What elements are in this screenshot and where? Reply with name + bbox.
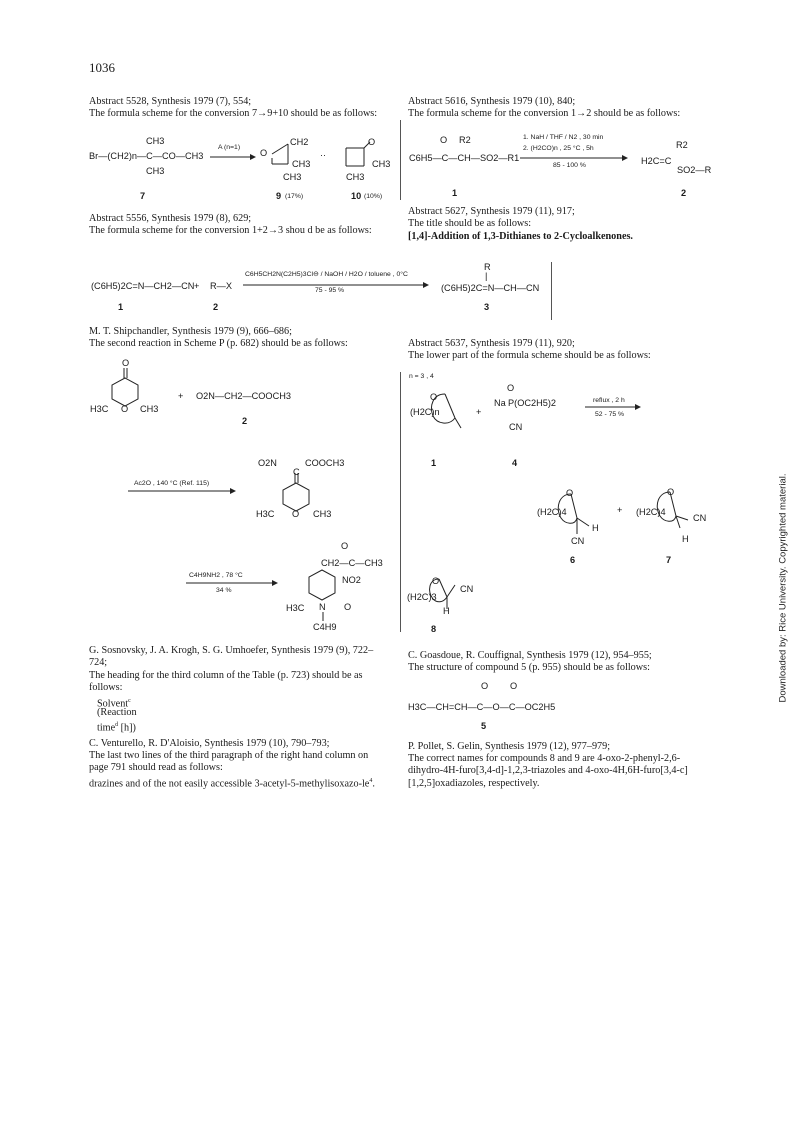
arrow-condition: C6H5CH2N(C2H5)3Cl⊖ / NaOH / H2O / toluene , 0°C bbox=[245, 271, 408, 278]
chem-label: O bbox=[292, 509, 300, 519]
venturello-body: The last two lines of the third paragraph of the right hand column on page 791 should read as follows: bbox=[89, 750, 369, 774]
arrow-condition: 2. (H2CO)n , 25 °C , 5h bbox=[523, 145, 594, 152]
chem-label: O bbox=[667, 487, 675, 497]
arrow-condition: Ac2O , 140 °C (Ref. 115) bbox=[134, 480, 210, 487]
abstract-5627-heading: Abstract 5627, Synthesis 1979 (11), 917; bbox=[408, 206, 575, 217]
divider bbox=[551, 262, 552, 320]
chem-label: O bbox=[566, 488, 574, 498]
compound-number: 7 bbox=[666, 555, 672, 565]
reaction-arrow bbox=[243, 282, 433, 288]
chem-label: C4H9 bbox=[313, 622, 337, 632]
compound-number: 5 bbox=[481, 721, 487, 731]
abstract-5627-body: The title should be as follows: bbox=[408, 218, 532, 229]
abstract-5528-heading: Abstract 5528, Synthesis 1979 (7), 554; bbox=[89, 96, 252, 107]
compound-number: 2 bbox=[681, 188, 687, 198]
chem-label: O bbox=[121, 404, 129, 414]
table-heading-line: Solvent$^c$ bbox=[97, 698, 131, 710]
chem-label: NO2 bbox=[342, 575, 361, 585]
arrow-yield: 52 - 75 % bbox=[595, 411, 625, 418]
chem-label: (H2C)3 bbox=[407, 592, 437, 602]
chem-label: O bbox=[510, 681, 518, 691]
compound-number: 2 bbox=[242, 416, 248, 426]
table-heading-line: time$^d$ [h]) bbox=[97, 722, 136, 734]
reaction-arrow bbox=[186, 580, 282, 586]
chem-label: H bbox=[592, 523, 599, 533]
chem-label: O bbox=[260, 148, 268, 158]
chem-label: (H2C)n bbox=[410, 407, 440, 417]
abstract-5616-body: The formula scheme for the conversion 1→2 should be as follows: bbox=[408, 108, 681, 119]
compound-number: 9 bbox=[276, 191, 282, 201]
chem-formula-1: (C6H5)2C=N—CH2—CN bbox=[91, 281, 195, 291]
abstract-5616-heading: Abstract 5616, Synthesis 1979 (10), 840; bbox=[408, 96, 576, 107]
separator-dots: ·· bbox=[320, 150, 327, 160]
compound-number: 3 bbox=[484, 302, 490, 312]
chem-label: H3C bbox=[286, 603, 305, 613]
pollet-heading: P. Pollet, S. Gelin, Synthesis 1979 (12), 977–979; bbox=[408, 741, 611, 752]
goasdoue-body: The structure of compound 5 (p. 955) should be as follows: bbox=[408, 662, 650, 673]
chem-label: O2N bbox=[258, 458, 277, 468]
compound-number: 10 bbox=[351, 191, 362, 201]
chem-label: R bbox=[484, 262, 491, 272]
chem-label: n = 3 , 4 bbox=[409, 373, 434, 380]
plus-sign: + bbox=[178, 391, 184, 401]
goasdoue-heading: C. Goasdoue, R. Couffignal, Synthesis 1979 (12), 954–955; bbox=[408, 650, 652, 661]
chem-label: H3C bbox=[256, 509, 275, 519]
abstract-5556-heading: Abstract 5556, Synthesis 1979 (8), 629; bbox=[89, 213, 252, 224]
arrow-condition: C4H9NH2 , 78 °C bbox=[189, 572, 243, 579]
chem-label: CH3 bbox=[313, 509, 332, 519]
chem-label: CH3 bbox=[146, 166, 165, 176]
chem-label: CN bbox=[460, 584, 474, 594]
page-number: 1036 bbox=[89, 60, 115, 75]
pollet-body: The correct names for compounds 8 and 9 are 4-oxo-2-phenyl-2,6-dihydro-4H-furo[3,4-d]-1,2,3-triazoles and 4-oxo-4H,6H-furo[3,4-c][1,2,5]oxadiazoles, respectively. bbox=[408, 753, 688, 789]
chem-label: CH3 bbox=[146, 136, 165, 146]
chem-label: H bbox=[682, 534, 689, 544]
chem-label: O bbox=[507, 383, 515, 393]
chem-bond bbox=[321, 612, 325, 622]
chem-label: O bbox=[432, 576, 440, 586]
arrow-yield: 75 - 95 % bbox=[315, 287, 345, 294]
chem-formula-5: H3C—CH=CH—C—O—C—OC2H5 bbox=[408, 702, 556, 712]
chem-label: CH2 bbox=[290, 137, 309, 147]
chem-label: O bbox=[341, 541, 349, 551]
compound-number: 8 bbox=[431, 624, 437, 634]
abstract-5627-title: [1,4]-Addition of 1,3-Dithianes to 2-Cycloalkenones. bbox=[408, 231, 633, 242]
chem-label: CH3 bbox=[283, 172, 302, 182]
chem-label: CH3 bbox=[140, 404, 159, 414]
plus-sign: + bbox=[617, 505, 623, 515]
plus-sign: + bbox=[476, 407, 482, 417]
shipchandler-body: The second reaction in Scheme P (p. 682) should be as follows: bbox=[89, 338, 348, 349]
yield-label: (17%) bbox=[285, 193, 304, 200]
abstract-5637-heading: Abstract 5637, Synthesis 1979 (11), 920; bbox=[408, 338, 575, 349]
chem-label: COOCH3 bbox=[305, 458, 345, 468]
compound-number: 2 bbox=[213, 302, 219, 312]
chem-formula-2: R—X bbox=[210, 281, 232, 291]
chem-label: CH3 bbox=[292, 159, 311, 169]
table-heading-line: (Reaction bbox=[97, 707, 137, 718]
reaction-arrow bbox=[585, 404, 645, 410]
divider bbox=[400, 372, 401, 632]
chem-label: CH3 bbox=[372, 159, 391, 169]
chem-label: R2 bbox=[676, 140, 688, 150]
chem-formula-2: H2C=C bbox=[641, 156, 672, 166]
divider bbox=[400, 120, 401, 200]
chem-label: P(OC2H5)2 bbox=[508, 398, 556, 408]
arrow-yield: 85 - 100 % bbox=[553, 162, 586, 169]
compound-number: 7 bbox=[140, 191, 146, 201]
chem-label: N bbox=[319, 602, 326, 612]
reaction-arrow bbox=[210, 154, 260, 160]
download-notice-text: Downloaded by: Rice University. Copyrighted material. bbox=[777, 473, 789, 703]
chem-label: R2 bbox=[459, 135, 471, 145]
venturello-heading: C. Venturello, R. D'Aloisio, Synthesis 1979 (10), 790–793; bbox=[89, 738, 330, 749]
chem-label: CH2—C—CH3 bbox=[321, 558, 383, 568]
oxetane-ring bbox=[268, 140, 298, 172]
chem-formula-7: Br—(CH2)n—C—CO—CH3 bbox=[89, 151, 204, 161]
chem-formula-3: (C6H5)2C=N—CH—CN bbox=[441, 283, 540, 293]
chem-label: O bbox=[430, 392, 438, 402]
chem-label: (H2C)4 bbox=[537, 507, 567, 517]
arrow-condition: A (n=1) bbox=[218, 144, 241, 151]
chem-label: O bbox=[481, 681, 489, 691]
plus-sign: + bbox=[194, 281, 200, 291]
chem-formula-1: C6H5—C—CH—SO2—R1 bbox=[409, 153, 520, 163]
chem-label: CN bbox=[693, 513, 707, 523]
chem-label: O bbox=[344, 602, 352, 612]
shipchandler-heading: M. T. Shipchandler, Synthesis 1979 (9), 666–686; bbox=[89, 326, 292, 337]
compound-number: 1 bbox=[118, 302, 124, 312]
chem-label: CH3 bbox=[346, 172, 365, 182]
chem-label: O bbox=[122, 358, 130, 368]
cyclobutanone-ring bbox=[340, 140, 372, 172]
venturello-quote: drazines and of the not easily accessible $3-acetyl-5-methylisoxazo-le^4$. bbox=[89, 778, 375, 790]
reaction-arrow bbox=[520, 155, 632, 161]
chem-label: SO2—R bbox=[677, 165, 712, 175]
chem-label: H bbox=[443, 606, 450, 616]
compound-number: 4 bbox=[512, 458, 518, 468]
reaction-arrow bbox=[128, 488, 240, 494]
compound-number: 1 bbox=[452, 188, 458, 198]
chem-bond: | bbox=[485, 271, 488, 281]
chem-label: CN bbox=[509, 422, 523, 432]
chem-label: Na bbox=[494, 398, 506, 408]
chem-label: H3C bbox=[90, 404, 109, 414]
abstract-5528-body: The formula scheme for the conversion 7→9+10 should be as follows: bbox=[89, 108, 378, 119]
yield-label: (10%) bbox=[364, 193, 383, 200]
chem-formula-2: O2N—CH2—COOCH3 bbox=[196, 391, 291, 401]
sosnovsky-body: The heading for the third column of the Table (p. 723) should be as follows: bbox=[89, 670, 363, 694]
arrow-condition: 1. NaH / THF / N2 , 30 min bbox=[523, 134, 604, 141]
abstract-5637-body: The lower part of the formula scheme should be as follows: bbox=[408, 350, 651, 361]
chem-label: O bbox=[440, 135, 448, 145]
abstract-5556-body: The formula scheme for the conversion 1+2→3 shou d be as follows: bbox=[89, 225, 372, 236]
compound-number: 1 bbox=[431, 458, 437, 468]
chem-label: (H2C)4 bbox=[636, 507, 666, 517]
chem-label: C bbox=[293, 467, 300, 477]
arrow-yield: 34 % bbox=[216, 587, 232, 594]
chem-label: O bbox=[368, 137, 376, 147]
compound-number: 6 bbox=[570, 555, 576, 565]
sosnovsky-heading: G. Sosnovsky, J. A. Krogh, S. G. Umhoefer, Synthesis 1979 (9), 722–724; bbox=[89, 645, 374, 669]
arrow-condition: reflux , 2 h bbox=[593, 397, 625, 404]
download-notice bbox=[776, 473, 790, 703]
chem-label: CN bbox=[571, 536, 585, 546]
